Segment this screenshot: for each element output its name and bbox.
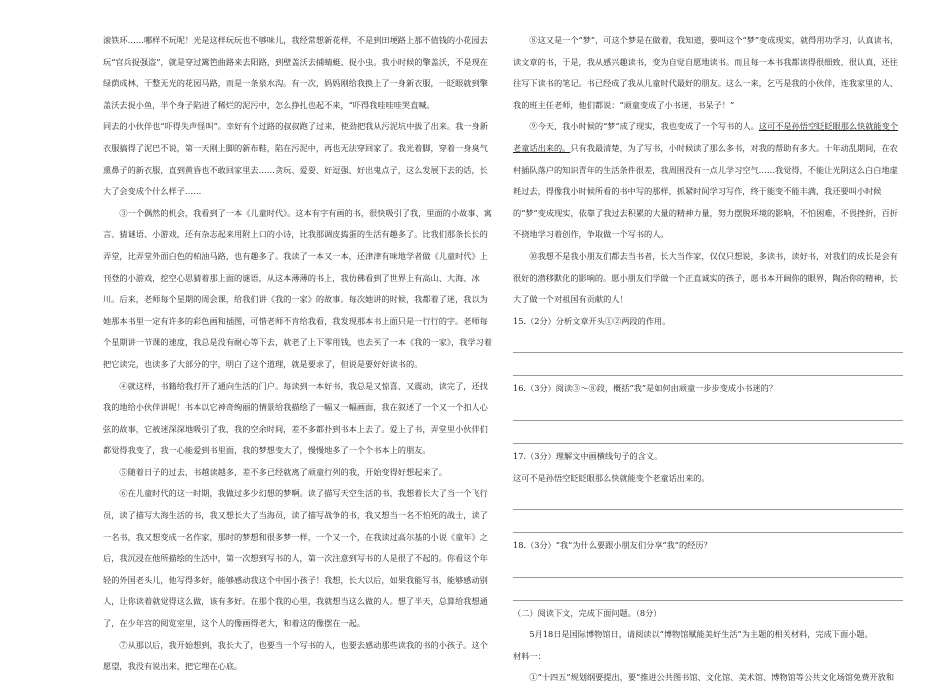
question-16: 16.（3分）阅读③～⑧段，概括“我”是如何由顽童一步步变成小书迷的？ [513,383,778,394]
paragraph-3: ③一个偶然的机会，我看到了一本《儿童时代》。这本有字有画的书，很快吸引了我，里面的小故事、寓言、猜谜语、小游戏，还有杂志起来用附上口的小诗，比我那调皮捣蛋的生活有趣多了。比我们那条长长的弄堂，比弄堂外面白色的柏油马路，也有趣多了。我读了一本又一本，还津津有味地学者做《儿童时代》上刊登的小游戏，挖空心思猜着那上面的谜语，从这本薄薄的书上，我仿佛看到了世界上有高山、大海、冰川。后来，老师每个星期的周会课，给我们讲《我的一家》的故事。每次她讲的时候，我都着了迷，我以为她那本书里一定有许多的彩色画和插图，可惜老师不肯给我看，我发现那本书上面只是一行行的字。老师每个星期讲一节课的速度，我总是没有耐心等下去，就老了上下零用钱，也去买了一本《我的一家》，我学习着把它读完，也读多了大部分的字，明白了这个道理，就是要求了，但说是要好好读书的。 [103,207,492,369]
paragraph-8: ⑧这又是一个“梦”，可这个梦是在做着，我知道，要叫这个“梦”变成现实，就得用功学习，认真读书，读文章的书，于是，我从感兴趣读书，变为自觉自愿地读书。而且每一本书我都读得很细致、很认真，还往往写下读书的笔记。书已经成了我从儿童时代最好的朋友。这么一来，乞丐是我的小伙伴，连我家里的人、我的班主任老师，他们都说：“顽童变成了小书迷，书呆子！” [513,35,899,110]
answer-line [513,512,903,533]
answer-line [513,580,903,601]
paragraph-9 [513,116,903,246]
paragraph-2: 同去的小伙伴也“吓得失声怪叫”。幸好有个过路的叔叔跑了过来，使劲把我从污泥坑中拔了出来。我一身新衣服搞得了泥巴不说，第一天刚上脚的新布鞋，陷在污泥中，再也无法穿回家了。我光着脚，穿着一身臭气熏鼻子的新衣服，直到黄昏也不敢回家里去……贪玩、爱耍、好逗强、好出鬼点子，这么发展下去的话，长大了会变成个什么样子…… [103,121,488,197]
answer-line [513,355,903,376]
question-17: 17.（3分）理解文中画横线句子的含义。 [513,450,663,461]
material-1-text: ①“十四五”规划纲要提出，要“推进公共图书馆、文化馆、美术馆、博物馆等公共文化场馆免费开放和 [529,672,895,683]
right-column [513,30,903,689]
question-15: 15.（2分）分析文章开头①②两段的作用。 [513,315,671,326]
paragraph-4: ④就这样，书籍给我打开了通向生活的门户。每读到一本好书，我总是又惊喜、又震动，读完了，还找我的地给小伙伴讲呢！书本以它神奇绚丽的情景给我描绘了一幅又一幅画面，我在叙述了一个又一个扣人心弦的故事，它被迷深深地吸引了我，我的空余时间，差不多都扑到书本上去了。爱上了书，弄堂里小伙伴们都觉得我变了，我一心能爱到书里面，我的梦想变大了，慢慢地多了一个个书本上的朋友。 [103,380,488,456]
paragraph-6: ⑥在儿童时代的这一时期，我做过多少幻想的梦啊。读了描写天空生活的书，我想着长大了当一个飞行员，读了描写大海生活的书，我又想长大了当海员，读了描写战争的书，我又想当一名不怕死的战士，读了一名书，我又想变成一名作家，那时的梦想和很多梦一样，一个又一个，在我读过高尔基的小说《童年》之后，我沉浸在他所描绘的生活中，第一次想到写书的人，第一次注意到写书的人是很了不起的。你看这个年轻的外国老头儿，他写得多好，能够感动我这个中国小孩子！我想，长大以后，如果我能写书，能够感动别人，让你读着就觉得这么做，该有多好。在那个我的心里，我就想当这么做的人。想了半天，总算给我想通了，在少年宫的阅览室里，这个人的像画得老大，和着这的像摆在一起。 [103,488,488,629]
answer-line [513,557,903,578]
question-17-quote: 这可不是孙悟空眨眨眼那么快就能变个老童话出来的。 [513,472,710,483]
material-label: 材料一： [513,650,546,661]
answer-line [513,332,903,353]
paragraph-1: 滚铁环……哪样不玩呢！光是这样玩玩也不够味儿，我经常想新花样，不是到田埂路上那不值钱的小花园去玩“官兵捉强盗”，就是穿过篱笆曲路来去阳路，到壁盖沃去捕蜻蜓、捉小虫。我小时候的擎盖沃，不是现在绿荫成林、干整无光的花园马路，而是一条泉水沟。有一次，妈妈刚给我换上了一身新衣服，一眨眼就到擎盖沃去捉小鱼，半个身子陷进了稀烂的泥污中，怎么挣扎也起不来，“吓得我哇哇哇哭直喊。 [103,35,488,110]
question-18: 18.（3分）“我”为什么要跟小朋友们分享“我”的经历？ [513,540,712,551]
answer-line [513,489,903,510]
paragraph-10: ⑩我想不是我小朋友们都去当书者，长大当作家，仅仅只想说，多读书，读好书，对我们的成长是会有很好的潜移默化的影响的。愿小朋友们学做一个正直诚实的孩子，愿书本开阔你的眼界，陶冶你的精神，长大了做一个对祖国有贡献的人！ [513,250,898,305]
paragraph-7: ⑦从那以后，我开始想到，我长大了，也要当一个写书的人，也要去感动那些读我的书的小孩子。这个愿望，我没有说出来，把它埋在心底。 [103,639,488,672]
section-intro: 5月18日是国际博物馆日，请阅读以“博物馆赋能美好生活”为主题的相关材料，完成下面小题。 [529,629,873,640]
underlined-sentence: 这可不是孙悟空眨眨眼那么快就能变个老童话出来的。 [513,121,899,153]
left-column [103,30,494,678]
answer-line [513,400,903,421]
paragraph-9-start: ⑨今天，我小时候的“梦”成了现实，我也变成了一个写书的人。 [529,121,759,132]
section-heading: （二）阅读下文，完成下面问题。（8分） [513,607,662,618]
answer-line [513,423,903,444]
paragraph-9-rest: 只有我最清楚，为了写书，小时候读了那么多书，对我的帮助有多大。十年动乱期间，在农村插队落户的知识青年的生活条件很差，我周围没有一点儿学习空气……我觉得，不能让光阴这么白白地虚耗过去，得像我小时候所看的书中写的那样，抓紧时间学习写作，终于能变不能丰满，我还要叫小时候的“梦”变成现实，依靠了我过去积累的大量的精神力量，努力摆脱环境的影响，不怕困难，不畏挫折，百折不挠地学习着创作，争取做一个写书的人。 [513,142,898,240]
paragraph-5: ⑤随着日子的过去，书越读越多，差不多已经就离了顽童行列的我，开始变得好想起来了。 [119,466,447,477]
